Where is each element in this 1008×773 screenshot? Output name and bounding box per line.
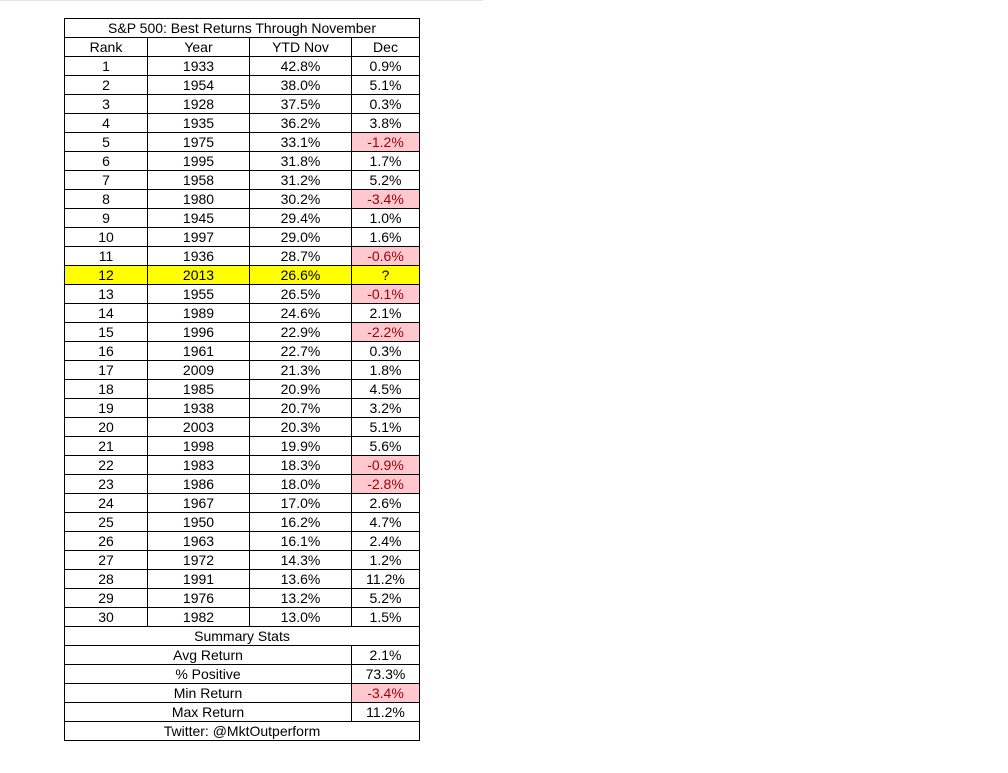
ytd-nov-cell: 30.2%: [250, 190, 352, 209]
returns-table: [64, 18, 420, 741]
table-row: [65, 247, 420, 266]
dec-cell: 2.1%: [352, 304, 420, 323]
rank-cell: 8: [65, 190, 148, 209]
table-row: [65, 209, 420, 228]
ytd-nov-cell: 36.2%: [250, 114, 352, 133]
ytd-nov-cell: 18.3%: [250, 456, 352, 475]
dec-cell: 3.2%: [352, 399, 420, 418]
dec-cell: 1.7%: [352, 152, 420, 171]
ytd-nov-cell: 22.9%: [250, 323, 352, 342]
ytd-nov-cell: 19.9%: [250, 437, 352, 456]
table-row: [65, 57, 420, 76]
summary-title-row: [65, 627, 420, 646]
dec-cell: 5.2%: [352, 171, 420, 190]
title-row: [65, 19, 420, 38]
ytd-nov-cell: 17.0%: [250, 494, 352, 513]
rank-cell: 18: [65, 380, 148, 399]
summary-row: [65, 684, 420, 703]
year-cell: 2009: [148, 361, 250, 380]
ytd-nov-cell: 29.0%: [250, 228, 352, 247]
table-row: [65, 608, 420, 627]
table-row: [65, 304, 420, 323]
year-cell: 1986: [148, 475, 250, 494]
year-cell: 1967: [148, 494, 250, 513]
rank-cell: 20: [65, 418, 148, 437]
top-border-line: [0, 0, 483, 1]
rank-cell: 13: [65, 285, 148, 304]
rank-cell: 22: [65, 456, 148, 475]
table-row: [65, 380, 420, 399]
ytd-nov-cell: 38.0%: [250, 76, 352, 95]
dec-cell: 0.3%: [352, 342, 420, 361]
table-row: [65, 456, 420, 475]
ytd-nov-cell: 24.6%: [250, 304, 352, 323]
year-cell: 1961: [148, 342, 250, 361]
table-row: [65, 342, 420, 361]
dec-cell: 3.8%: [352, 114, 420, 133]
dec-cell: -1.2%: [352, 133, 420, 152]
rank-cell: 17: [65, 361, 148, 380]
table-row: [65, 437, 420, 456]
table-row: [65, 399, 420, 418]
ytd-nov-cell: 26.6%: [250, 266, 352, 285]
table-row: [65, 190, 420, 209]
footer-row: [65, 722, 420, 741]
year-cell: 1980: [148, 190, 250, 209]
table-row: [65, 285, 420, 304]
table-row: [65, 475, 420, 494]
ytd-nov-cell: 28.7%: [250, 247, 352, 266]
year-cell: 1972: [148, 551, 250, 570]
rank-cell: 10: [65, 228, 148, 247]
year-cell: 2013: [148, 266, 250, 285]
rank-cell: 3: [65, 95, 148, 114]
year-cell: 1998: [148, 437, 250, 456]
year-cell: 1975: [148, 133, 250, 152]
table-row: [65, 114, 420, 133]
table-row: [65, 494, 420, 513]
dec-cell: 5.6%: [352, 437, 420, 456]
year-cell: 1982: [148, 608, 250, 627]
table-row: [65, 133, 420, 152]
year-cell: 1996: [148, 323, 250, 342]
dec-cell: 4.5%: [352, 380, 420, 399]
column-header-year: Year: [148, 38, 250, 57]
rank-cell: 11: [65, 247, 148, 266]
dec-cell: -2.8%: [352, 475, 420, 494]
summary-label: Min Return: [65, 684, 352, 703]
dec-cell: 1.6%: [352, 228, 420, 247]
table-row: [65, 589, 420, 608]
dec-cell: 0.3%: [352, 95, 420, 114]
ytd-nov-cell: 13.0%: [250, 608, 352, 627]
rank-cell: 1: [65, 57, 148, 76]
ytd-nov-cell: 14.3%: [250, 551, 352, 570]
summary-value: 73.3%: [352, 665, 420, 684]
dec-cell: -2.2%: [352, 323, 420, 342]
dec-cell: 5.1%: [352, 418, 420, 437]
ytd-nov-cell: 29.4%: [250, 209, 352, 228]
rank-cell: 21: [65, 437, 148, 456]
year-cell: 1958: [148, 171, 250, 190]
dec-cell: 5.2%: [352, 589, 420, 608]
ytd-nov-cell: 13.6%: [250, 570, 352, 589]
ytd-nov-cell: 22.7%: [250, 342, 352, 361]
table-row: [65, 361, 420, 380]
rank-cell: 26: [65, 532, 148, 551]
rank-cell: 30: [65, 608, 148, 627]
rank-cell: 14: [65, 304, 148, 323]
footer-credit: Twitter: @MktOutperform: [65, 722, 420, 741]
year-cell: 1945: [148, 209, 250, 228]
rank-cell: 15: [65, 323, 148, 342]
year-cell: 1936: [148, 247, 250, 266]
year-cell: 1955: [148, 285, 250, 304]
dec-cell: -0.9%: [352, 456, 420, 475]
year-cell: 1950: [148, 513, 250, 532]
dec-cell: 4.7%: [352, 513, 420, 532]
year-cell: 1938: [148, 399, 250, 418]
dec-cell: -0.1%: [352, 285, 420, 304]
year-cell: 1983: [148, 456, 250, 475]
summary-row: [65, 703, 420, 722]
ytd-nov-cell: 13.2%: [250, 589, 352, 608]
ytd-nov-cell: 33.1%: [250, 133, 352, 152]
table-row: [65, 76, 420, 95]
year-cell: 1954: [148, 76, 250, 95]
summary-label: Max Return: [65, 703, 352, 722]
rank-cell: 25: [65, 513, 148, 532]
year-cell: 1976: [148, 589, 250, 608]
ytd-nov-cell: 26.5%: [250, 285, 352, 304]
rank-cell: 2: [65, 76, 148, 95]
ytd-nov-cell: 18.0%: [250, 475, 352, 494]
dec-cell: 0.9%: [352, 57, 420, 76]
ytd-nov-cell: 31.8%: [250, 152, 352, 171]
dec-cell: -3.4%: [352, 190, 420, 209]
rank-cell: 9: [65, 209, 148, 228]
ytd-nov-cell: 20.7%: [250, 399, 352, 418]
column-header-rank: Rank: [65, 38, 148, 57]
dec-cell: 1.8%: [352, 361, 420, 380]
year-cell: 1933: [148, 57, 250, 76]
ytd-nov-cell: 21.3%: [250, 361, 352, 380]
year-cell: 1995: [148, 152, 250, 171]
year-cell: 1991: [148, 570, 250, 589]
rank-cell: 19: [65, 399, 148, 418]
table-row: [65, 513, 420, 532]
dec-cell: 2.6%: [352, 494, 420, 513]
year-cell: 1985: [148, 380, 250, 399]
rank-cell: 5: [65, 133, 148, 152]
year-cell: 1928: [148, 95, 250, 114]
rank-cell: 6: [65, 152, 148, 171]
rank-cell: 23: [65, 475, 148, 494]
rank-cell: 7: [65, 171, 148, 190]
table-row: [65, 323, 420, 342]
dec-cell: ?: [352, 266, 420, 285]
year-cell: 1997: [148, 228, 250, 247]
dec-cell: 2.4%: [352, 532, 420, 551]
year-cell: 1935: [148, 114, 250, 133]
rank-cell: 12: [65, 266, 148, 285]
ytd-nov-cell: 20.3%: [250, 418, 352, 437]
summary-label: Avg Return: [65, 646, 352, 665]
table-row: [65, 551, 420, 570]
table-title: S&P 500: Best Returns Through November: [65, 19, 420, 38]
table-row: [65, 228, 420, 247]
dec-cell: 1.2%: [352, 551, 420, 570]
rank-cell: 16: [65, 342, 148, 361]
table-row-highlighted: [65, 266, 420, 285]
table-row: [65, 171, 420, 190]
dec-cell: -0.6%: [352, 247, 420, 266]
year-cell: 2003: [148, 418, 250, 437]
rank-cell: 27: [65, 551, 148, 570]
summary-title: Summary Stats: [65, 627, 420, 646]
ytd-nov-cell: 31.2%: [250, 171, 352, 190]
rank-cell: 29: [65, 589, 148, 608]
summary-value: 11.2%: [352, 703, 420, 722]
rank-cell: 24: [65, 494, 148, 513]
table-row: [65, 532, 420, 551]
header-row: [65, 38, 420, 57]
ytd-nov-cell: 16.2%: [250, 513, 352, 532]
dec-cell: 1.0%: [352, 209, 420, 228]
ytd-nov-cell: 37.5%: [250, 95, 352, 114]
summary-label: % Positive: [65, 665, 352, 684]
dec-cell: 11.2%: [352, 570, 420, 589]
rank-cell: 4: [65, 114, 148, 133]
ytd-nov-cell: 16.1%: [250, 532, 352, 551]
table-row: [65, 95, 420, 114]
table-row: [65, 570, 420, 589]
column-header-dec: Dec: [352, 38, 420, 57]
ytd-nov-cell: 20.9%: [250, 380, 352, 399]
ytd-nov-cell: 42.8%: [250, 57, 352, 76]
year-cell: 1963: [148, 532, 250, 551]
table-row: [65, 152, 420, 171]
year-cell: 1989: [148, 304, 250, 323]
dec-cell: 1.5%: [352, 608, 420, 627]
column-header-ytd-nov: YTD Nov: [250, 38, 352, 57]
dec-cell: 5.1%: [352, 76, 420, 95]
table-row: [65, 418, 420, 437]
summary-row: [65, 665, 420, 684]
rank-cell: 28: [65, 570, 148, 589]
summary-value: -3.4%: [352, 684, 420, 703]
summary-value: 2.1%: [352, 646, 420, 665]
summary-row: [65, 646, 420, 665]
